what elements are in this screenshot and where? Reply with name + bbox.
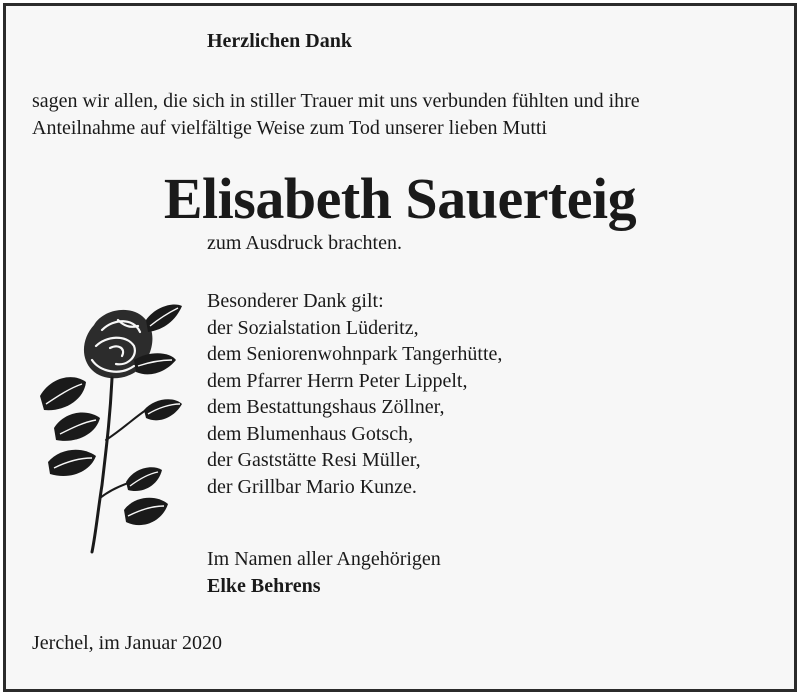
rose-illustration xyxy=(34,300,184,555)
thanks-item: dem Blumenhaus Gotsch, xyxy=(207,422,414,445)
thanks-item: der Gaststätte Resi Müller, xyxy=(207,449,421,471)
notice-heading: Herzlichen Dank xyxy=(207,30,352,52)
deceased-name: Elisabeth Sauerteig xyxy=(163,166,637,231)
thanks-item: dem Bestattungshaus Zöllner, xyxy=(207,396,445,418)
thanks-item: dem Seniorenwohnpark Tangerhütte, xyxy=(207,343,503,365)
intro-text xyxy=(32,88,640,142)
thanks-item: der Sozialstation Lüderitz, xyxy=(207,316,419,339)
signoff-name: Elke Behrens xyxy=(207,575,321,597)
signoff-block xyxy=(207,546,441,600)
signoff-line: Im Namen aller Angehörigen xyxy=(207,548,441,570)
thanks-block xyxy=(207,288,502,500)
thanks-item: dem Pfarrer Herrn Peter Lippelt, xyxy=(207,369,468,392)
thanks-intro: Besonderer Dank gilt: xyxy=(207,290,384,312)
intro-line: sagen wir allen, die sich in stiller Trauer mit uns verbunden fühlten und ihre xyxy=(32,90,640,112)
after-name-text: zum Ausdruck brachten. xyxy=(207,232,402,254)
place-date: Jerchel, im Januar 2020 xyxy=(32,632,222,654)
intro-line: Anteilnahme auf vielfältige Weise zum Tod unserer lieben Mutti xyxy=(32,117,547,139)
thanks-item: der Grillbar Mario Kunze. xyxy=(207,475,417,498)
